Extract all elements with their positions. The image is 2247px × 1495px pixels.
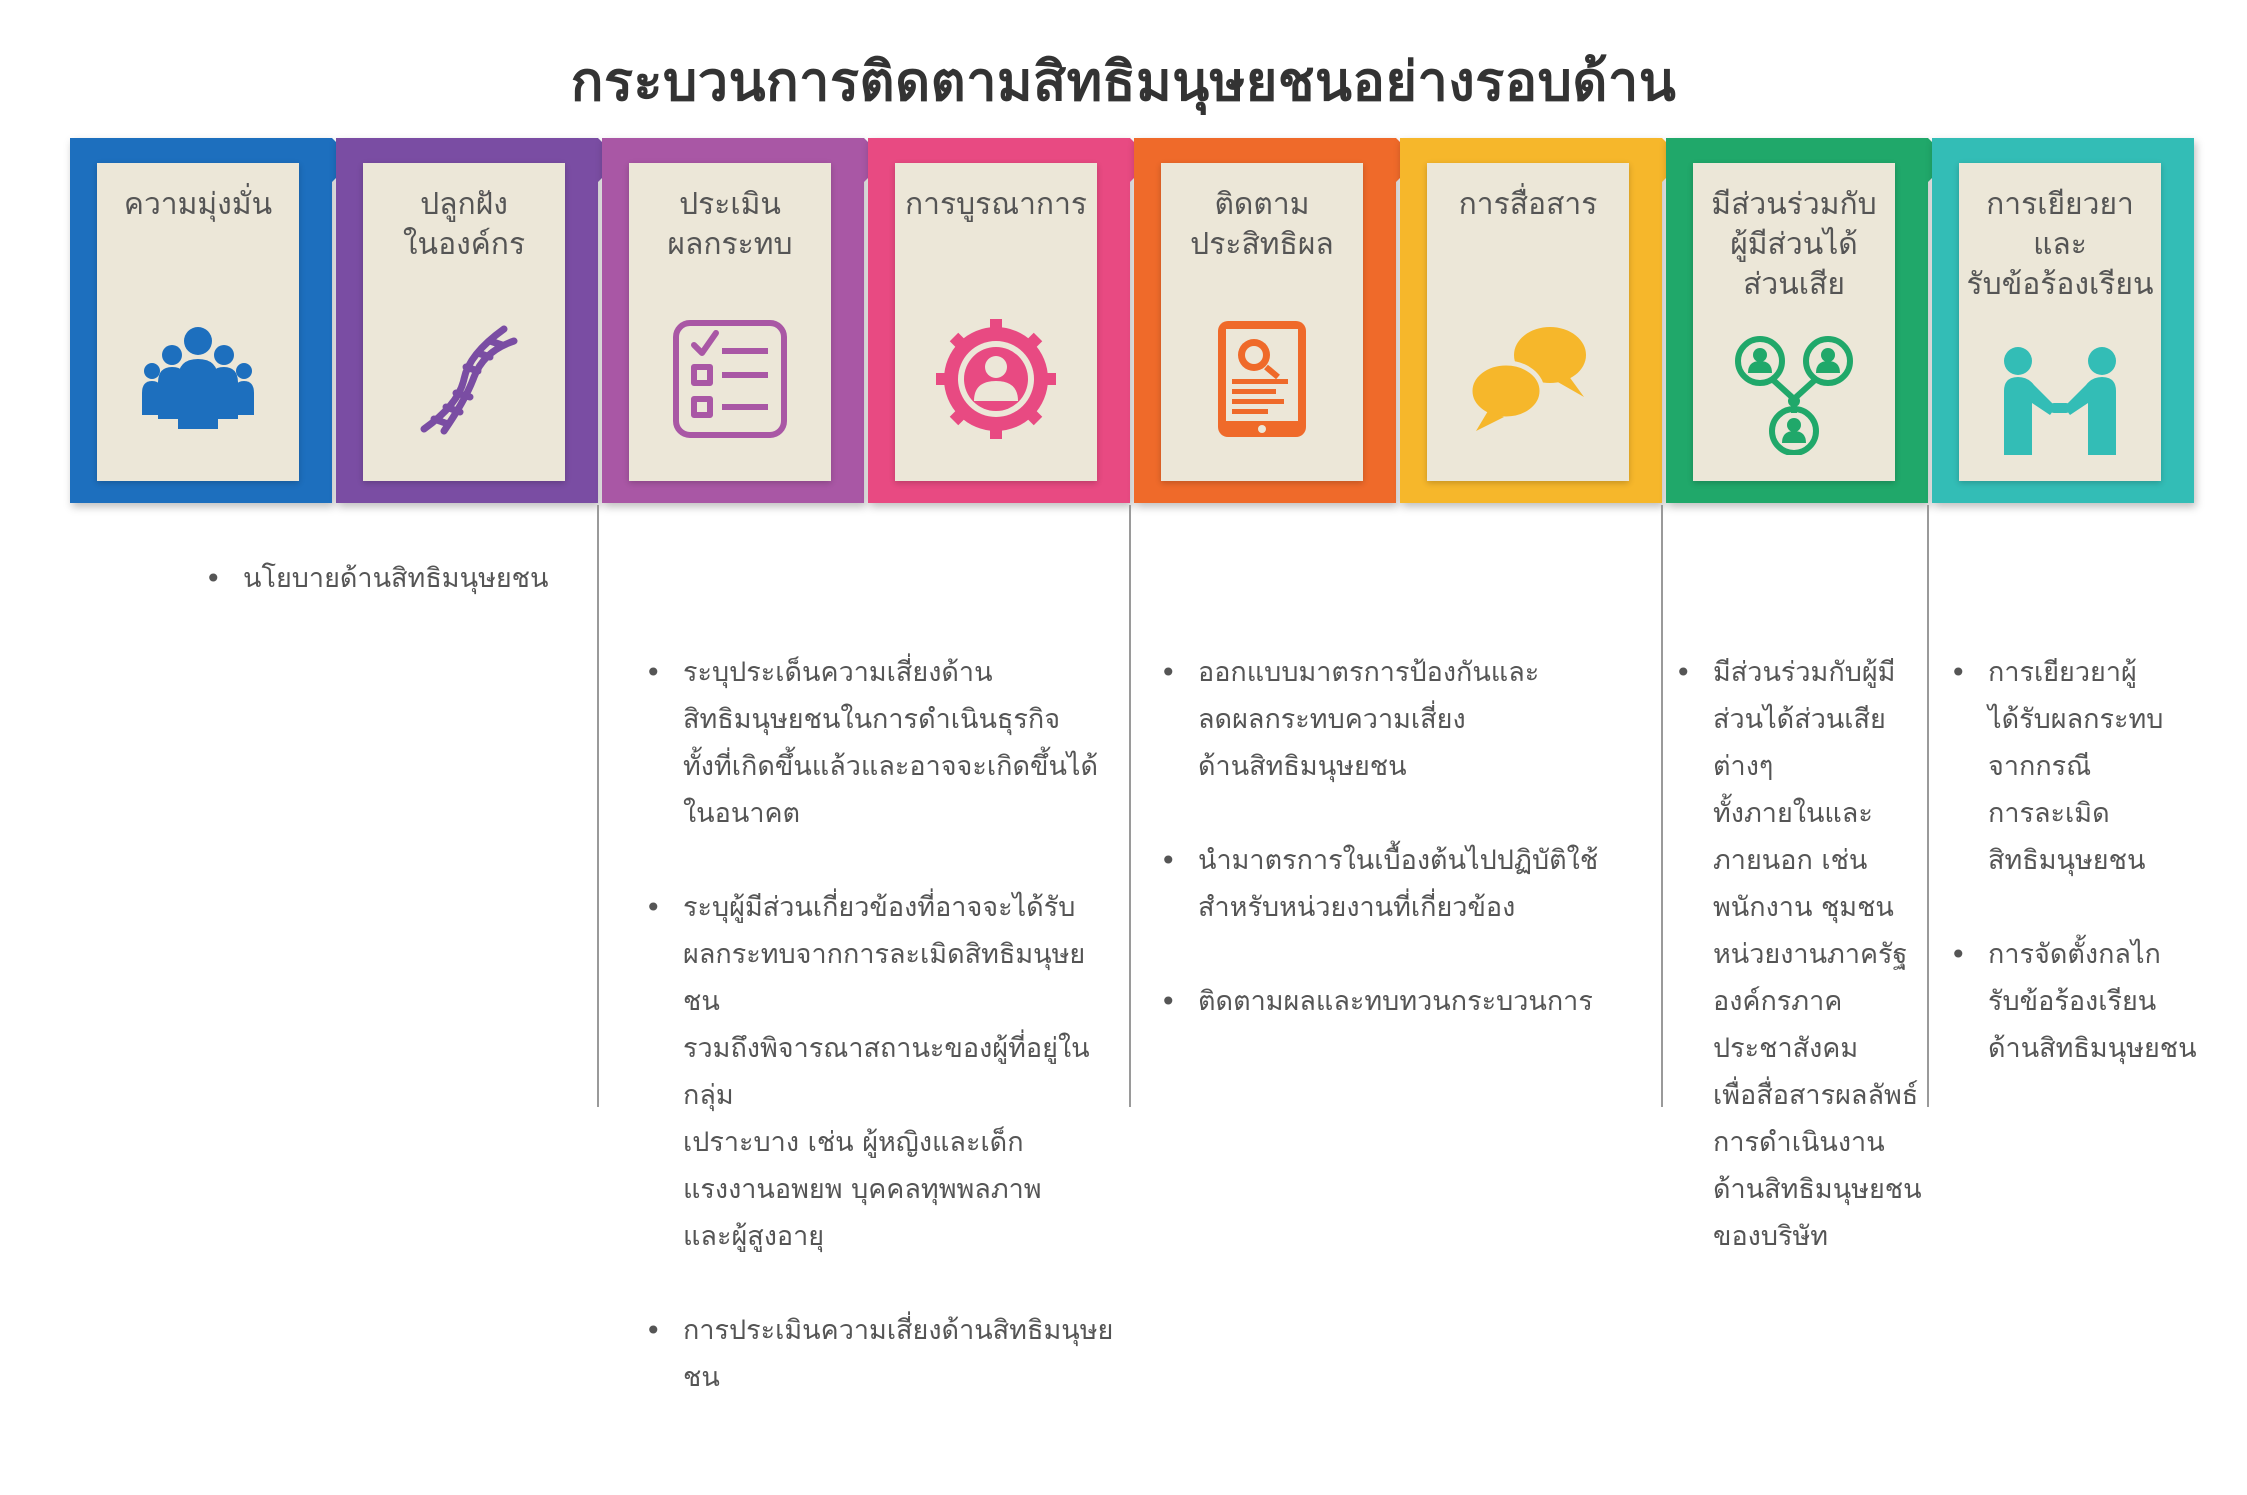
step-label: มีส่วนร่วมกับ ผู้มีส่วนได้ ส่วนเสีย [1711, 187, 1877, 302]
step-card [895, 163, 1097, 481]
column-divider [1927, 505, 1929, 1107]
details-stakeholder-engagement [1675, 555, 1925, 1354]
step-integration [868, 138, 1130, 503]
detail-item: • นำมาตรการในเบื้องต้นไปปฏิบัติใช้ สำหรับหน่วยงานที่เกี่ยวข้อง [1160, 837, 1640, 931]
step-commitment [70, 138, 332, 503]
details-commitment [205, 555, 585, 602]
detail-item: • ติดตามผลและทบทวนกระบวนการ [1160, 978, 1640, 1025]
handshake-icon [2000, 343, 2120, 463]
step-label: ประเมิน ผลกระทบ [667, 187, 793, 262]
step-impact-assessment [602, 138, 864, 503]
network-people-icon [1734, 335, 1854, 455]
detail-item: • ระบุผู้มีส่วนเกี่ยวข้องที่อาจจะได้รับ ผลกระทบจากการละเมิดสิทธิมนุษยชน รวมถึงพิจารณาสถานะของผู้ที่อยู่ในกลุ่ม เปราะบาง เช่น ผู้หญิงและเด็ก แรงงานอพยพ บุคคลทุพพลภาพ และผู้สูงอายุ [645, 884, 1115, 1260]
detail-item: • การเยียวยาผู้ ได้รับผลกระทบ จากกรณี การละเมิด สิทธิมนุษยชน [1950, 649, 2240, 884]
step-label: การเยียวยา และ รับข้อร้องเรียน [1966, 187, 2154, 302]
step-card [97, 163, 299, 481]
detail-item: • ระบุประเด็นความเสี่ยงด้าน สิทธิมนุษยชนในการดำเนินธุรกิจ ทั้งที่เกิดขึ้นแล้วและอาจจะเกิดขึ้นได้ ในอนาคต [645, 649, 1115, 837]
column-divider [1129, 505, 1131, 1107]
details-impact-assessment [645, 555, 1115, 1495]
step-label: ความมุ่งมั่น [123, 187, 273, 222]
people-group-icon [138, 319, 258, 439]
detail-item: • มีส่วนร่วมกับผู้มี ส่วนได้ส่วนเสียต่างๆ ทั้งภายในและ ภายนอก เช่น พนักงาน ชุมชน หน่วยงานภาครัฐ องค์กรภาค ประชาสังคม เพื่อสื่อสารผลลัพธ์ การดำเนินงาน ด้านสิทธิมนุษยชน ของบริษัท [1675, 649, 1925, 1260]
speech-bubbles-icon [1468, 319, 1588, 439]
step-card [1959, 163, 2161, 481]
column-divider [597, 505, 599, 1107]
step-remedy-grievance [1932, 138, 2194, 503]
detail-item: • การประเมินความเสี่ยงด้านสิทธิมนุษยชน [645, 1307, 1115, 1401]
details-effectiveness-tracking [1160, 555, 1640, 1119]
details-remedy-grievance [1950, 555, 2240, 1166]
column-divider [1661, 505, 1663, 1107]
step-stakeholder-engagement [1666, 138, 1928, 503]
step-card [1693, 163, 1895, 481]
step-communication [1400, 138, 1662, 503]
step-label: การบูรณาการ [904, 187, 1088, 222]
step-embedding [336, 138, 598, 503]
dna-icon [404, 319, 524, 439]
step-label: ติดตาม ประสิทธิผล [1190, 187, 1334, 262]
step-label: การสื่อสาร [1458, 187, 1598, 222]
checklist-icon [670, 319, 790, 439]
step-card [363, 163, 565, 481]
step-card [1161, 163, 1363, 481]
detail-item: • การจัดตั้งกลไก รับข้อร้องเรียน ด้านสิทธิมนุษยชน [1950, 931, 2240, 1072]
detail-item: • นโยบายด้านสิทธิมนุษยชน [205, 555, 585, 602]
step-effectiveness-tracking [1134, 138, 1396, 503]
detail-item: • ออกแบบมาตรการป้องกันและ ลดผลกระทบความเสี่ยง ด้านสิทธิมนุษยชน [1160, 649, 1640, 790]
step-label: ปลูกฝัง ในองค์กร [402, 187, 526, 262]
step-card [629, 163, 831, 481]
gear-person-icon [936, 319, 1056, 439]
tablet-report-icon [1202, 319, 1322, 439]
page-title: กระบวนการติดตามสิทธิมนุษยชนอย่างรอบด้าน [570, 50, 1677, 113]
step-card [1427, 163, 1629, 481]
